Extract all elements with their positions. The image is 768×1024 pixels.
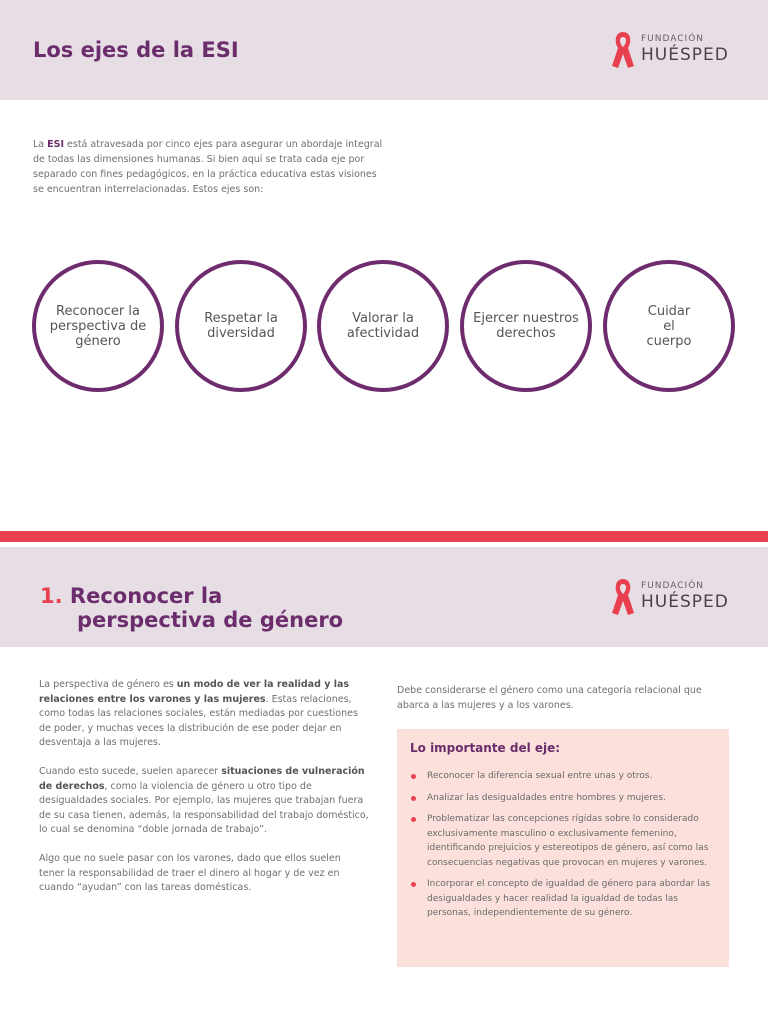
bullet-icon: [411, 882, 416, 887]
axes-circles: [0, 260, 768, 395]
bullet-icon: [411, 774, 416, 779]
section-number: 1.: [40, 584, 63, 608]
axis-circle-diversidad: Respetar la diversidad: [175, 260, 307, 392]
section-title-line2: perspectiva de género: [77, 608, 344, 632]
list-item: Problematizar las concepciones rígidas sobre lo considerado exclusivamente masculino o exclusivamente femenino, identificando prejuicios y estereotipos de género, así como las consecuencias negativas que provocan en mujeres y varones.: [410, 812, 715, 870]
axis-circle-afectividad: Valorar la afectividad: [317, 260, 449, 392]
axis-circle-genero: Reconocer la perspectiva de género: [32, 260, 164, 392]
list-item: Reconocer la diferencia sexual entre unas y otros.: [410, 769, 715, 784]
key-points-list: [410, 769, 715, 928]
key-points-title: Lo importante del eje:: [410, 741, 561, 755]
logo-line2: HUÉSPED: [641, 45, 729, 65]
esi-highlight: ESI: [47, 139, 65, 150]
left-column-text: [39, 678, 369, 910]
logo-line1: FUNDACIÓN: [641, 581, 705, 591]
paragraph-3: Algo que no suele pasar con los varones, dado que ellos suelen tener la responsabilidad de traer el dinero al hogar y de vez en cuando “ayudan” con las tareas domésticas.: [39, 853, 341, 893]
paragraph-1: La perspectiva de género es un modo de ver la realidad y las relaciones entre los varones y las mujeres. Estas relaciones, como todas las relaciones sociales, están mediadas por cuestiones de poder, y muchas veces la distribución de ese poder dejar en desventaja a las mujeres.: [39, 679, 358, 748]
axis-circle-derechos: Ejercer nuestros derechos: [460, 260, 592, 392]
section-title-line1: Reconocer la: [69, 584, 223, 608]
logo-line1: FUNDACIÓN: [641, 34, 705, 44]
intro-paragraph: La ESI está atravesada por cinco ejes para asegurar un abordaje integral de todas las dimensiones humanas. Si bien aquí se trata cada eje por separado con fines pedagógicos, en la práctica educativa estas visiones se encuentran interrelacionadas. Estos ejes son:: [33, 139, 383, 195]
fundacion-huesped-logo: [610, 30, 740, 74]
red-ribbon-icon: [610, 30, 636, 70]
paragraph-2: Cuando esto sucede, suelen aparecer situaciones de vulneración de derechos, como la violencia de género u otro tipo de desigualdades sociales. Por ejemplo, las mujeres que trabajan fuera de su casa tienen, además, la responsabilidad del trabajo doméstico, lo cual se denomina “doble jornada de trabajo”.: [39, 766, 369, 835]
page-title: Los ejes de la ESI: [33, 38, 239, 62]
bullet-icon: [411, 817, 416, 822]
bullet-icon: [411, 796, 416, 801]
right-column-text: Debe considerarse el género como una categoría relacional que abarca a las mujeres y a los varones.: [397, 685, 702, 711]
page-header: [0, 0, 768, 100]
list-item: Analizar las desigualdades entre hombres y mujeres.: [410, 791, 715, 806]
red-ribbon-icon: [610, 577, 636, 617]
fundacion-huesped-logo: [610, 577, 740, 621]
logo-line2: HUÉSPED: [641, 592, 729, 612]
section-title: [40, 584, 343, 632]
axis-circle-cuerpo: Cuidar el cuerpo: [603, 260, 735, 392]
list-item: Incorporar el concepto de igualdad de género para abordar las desigualdades y hacer realidad la igualdad de todas las personas, independientemente de su género.: [410, 877, 715, 921]
key-points-box: [397, 729, 729, 967]
page-divider-bar: [0, 531, 768, 542]
